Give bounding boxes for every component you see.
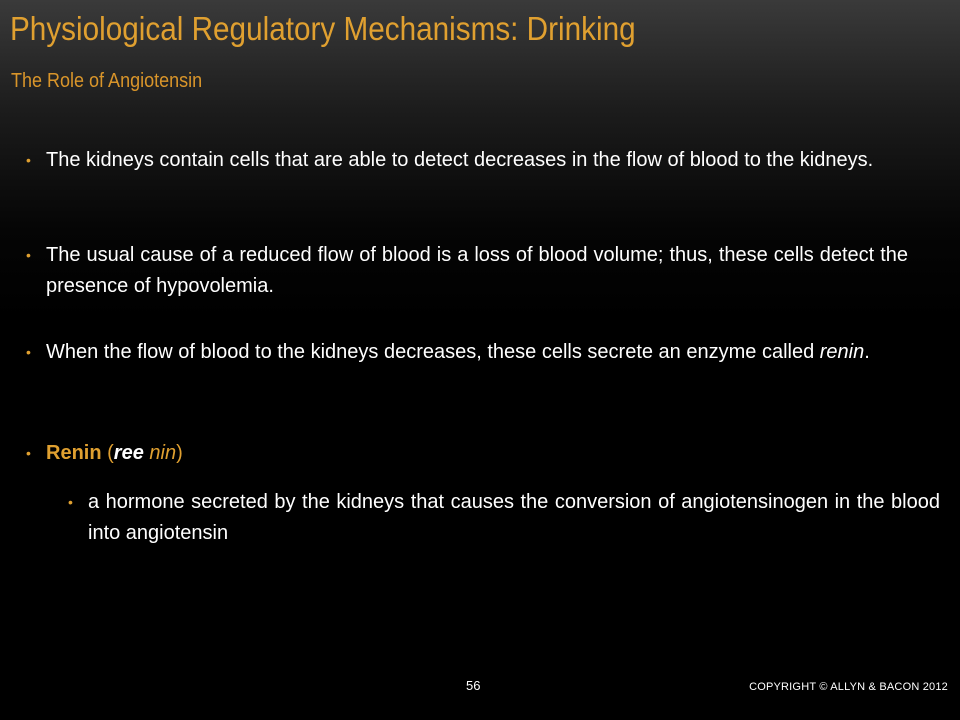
bullet-dot-icon: • — [26, 344, 31, 360]
page-number: 56 — [466, 678, 481, 693]
renin-italic: renin — [819, 341, 865, 363]
bullet-item — [26, 240, 908, 302]
bullet-item — [26, 145, 896, 176]
pronunciation-open: ( — [107, 442, 114, 464]
pronunciation-stressed: ree — [113, 442, 144, 464]
bullet-text-after: . — [864, 341, 870, 363]
bullet-dot-icon: • — [26, 152, 31, 168]
definition-body-item — [68, 487, 940, 549]
bullet-text: The kidneys contain cells that are able to detect decreases in the flow of blood to the kidneys. — [46, 149, 874, 171]
pronunciation-unstressed: nin — [149, 442, 177, 464]
pronunciation-close: ) — [176, 442, 183, 464]
definition-term: Renin — [46, 442, 102, 464]
bullet-dot-icon: • — [26, 247, 31, 263]
slide-subtitle: The Role of Angiotensin — [11, 70, 203, 92]
definition-term-line — [46, 438, 916, 469]
bullet-dot-icon: • — [26, 445, 31, 461]
copyright-notice: COPYRIGHT © ALLYN & BACON 2012 — [749, 681, 948, 693]
slide-title: Physiological Regulatory Mechanisms: Drinking — [10, 10, 636, 47]
definition-term-item — [26, 438, 916, 469]
bullet-text-before: When the flow of blood to the kidneys decreases, these cells secrete an enzyme called — [46, 341, 820, 363]
bullet-dot-icon: • — [68, 494, 73, 510]
bullet-text — [46, 337, 916, 368]
bullet-item — [26, 337, 916, 368]
bullet-text: The usual cause of a reduced flow of blood is a loss of blood volume; thus, these cells detect the presence of hypovolemia. — [46, 244, 908, 297]
definition-body: a hormone secreted by the kidneys that causes the conversion of angiotensinogen in the blood into angiotensin — [88, 491, 940, 544]
